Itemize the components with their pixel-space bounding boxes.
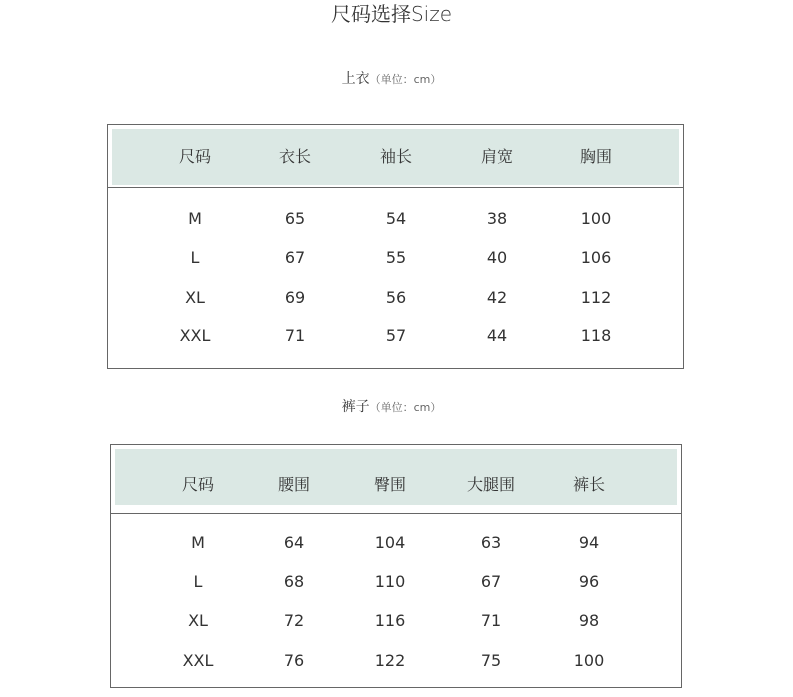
tops-value-cell: 118 (580, 326, 612, 345)
pants-value-cell: 96 (578, 572, 600, 591)
pants-value-cell: 64 (283, 533, 305, 552)
tops-value-cell: 71 (284, 326, 306, 345)
tops-value-cell: 112 (580, 288, 612, 307)
tops-value-cell: 40 (486, 248, 508, 267)
tops-header-divider (108, 187, 683, 188)
pants-value-cell: 122 (374, 651, 406, 670)
pants-value-cell: 110 (374, 572, 406, 591)
tops-unit: （单位：cm） (369, 73, 442, 86)
tops-value-cell: 65 (284, 209, 306, 228)
pants-header-divider (111, 513, 681, 514)
tops-size-table (107, 124, 684, 369)
tops-size-cell: M (188, 209, 202, 228)
pants-value-cell: 116 (374, 611, 406, 630)
pants-section-title (0, 396, 783, 416)
pants-title: 裤子 (341, 399, 370, 415)
pants-header-cell: 臀围 (373, 475, 406, 494)
tops-value-cell: 67 (284, 248, 306, 267)
tops-value-cell: 56 (385, 288, 407, 307)
tops-title: 上衣 (341, 71, 370, 87)
tops-value-cell: 57 (385, 326, 407, 345)
page-title-latin: Size (410, 2, 453, 26)
tops-value-cell: 42 (486, 288, 508, 307)
tops-header-cell: 肩宽 (480, 147, 513, 166)
tops-table-header (112, 129, 679, 185)
pants-value-cell: 68 (283, 572, 305, 591)
pants-value-cell: 75 (480, 651, 502, 670)
page-title-main: 尺码选择 (330, 2, 411, 26)
tops-value-cell: 100 (580, 209, 612, 228)
tops-section-title (0, 68, 783, 88)
tops-value-cell: 69 (284, 288, 306, 307)
pants-value-cell: 72 (283, 611, 305, 630)
pants-value-cell: 104 (374, 533, 406, 552)
pants-size-cell: XXL (182, 651, 214, 670)
tops-value-cell: 54 (385, 209, 407, 228)
pants-unit: （单位：cm） (369, 401, 442, 414)
tops-header-cell: 袖长 (379, 147, 412, 166)
pants-value-cell: 71 (480, 611, 502, 630)
pants-value-cell: 63 (480, 533, 502, 552)
pants-value-cell: 94 (578, 533, 600, 552)
tops-size-cell: L (190, 248, 200, 267)
page-title (0, 0, 783, 28)
tops-size-cell: XXL (179, 326, 211, 345)
pants-table-header (115, 449, 677, 505)
tops-value-cell: 106 (580, 248, 612, 267)
tops-header-cell: 衣长 (278, 147, 311, 166)
tops-header-cell: 尺码 (178, 147, 211, 166)
pants-value-cell: 76 (283, 651, 305, 670)
pants-header-cell: 尺码 (181, 475, 214, 494)
pants-size-table (110, 444, 682, 688)
pants-value-cell: 100 (573, 651, 605, 670)
tops-value-cell: 55 (385, 248, 407, 267)
tops-value-cell: 44 (486, 326, 508, 345)
pants-size-cell: M (191, 533, 205, 552)
pants-header-cell: 大腿围 (466, 475, 515, 494)
tops-size-cell: XL (185, 288, 205, 307)
pants-size-cell: XL (188, 611, 208, 630)
pants-header-cell: 腰围 (277, 475, 310, 494)
tops-value-cell: 38 (486, 209, 508, 228)
pants-header-cell: 裤长 (572, 475, 605, 494)
pants-value-cell: 98 (578, 611, 600, 630)
tops-header-cell: 胸围 (579, 147, 612, 166)
pants-size-cell: L (193, 572, 203, 591)
pants-value-cell: 67 (480, 572, 502, 591)
